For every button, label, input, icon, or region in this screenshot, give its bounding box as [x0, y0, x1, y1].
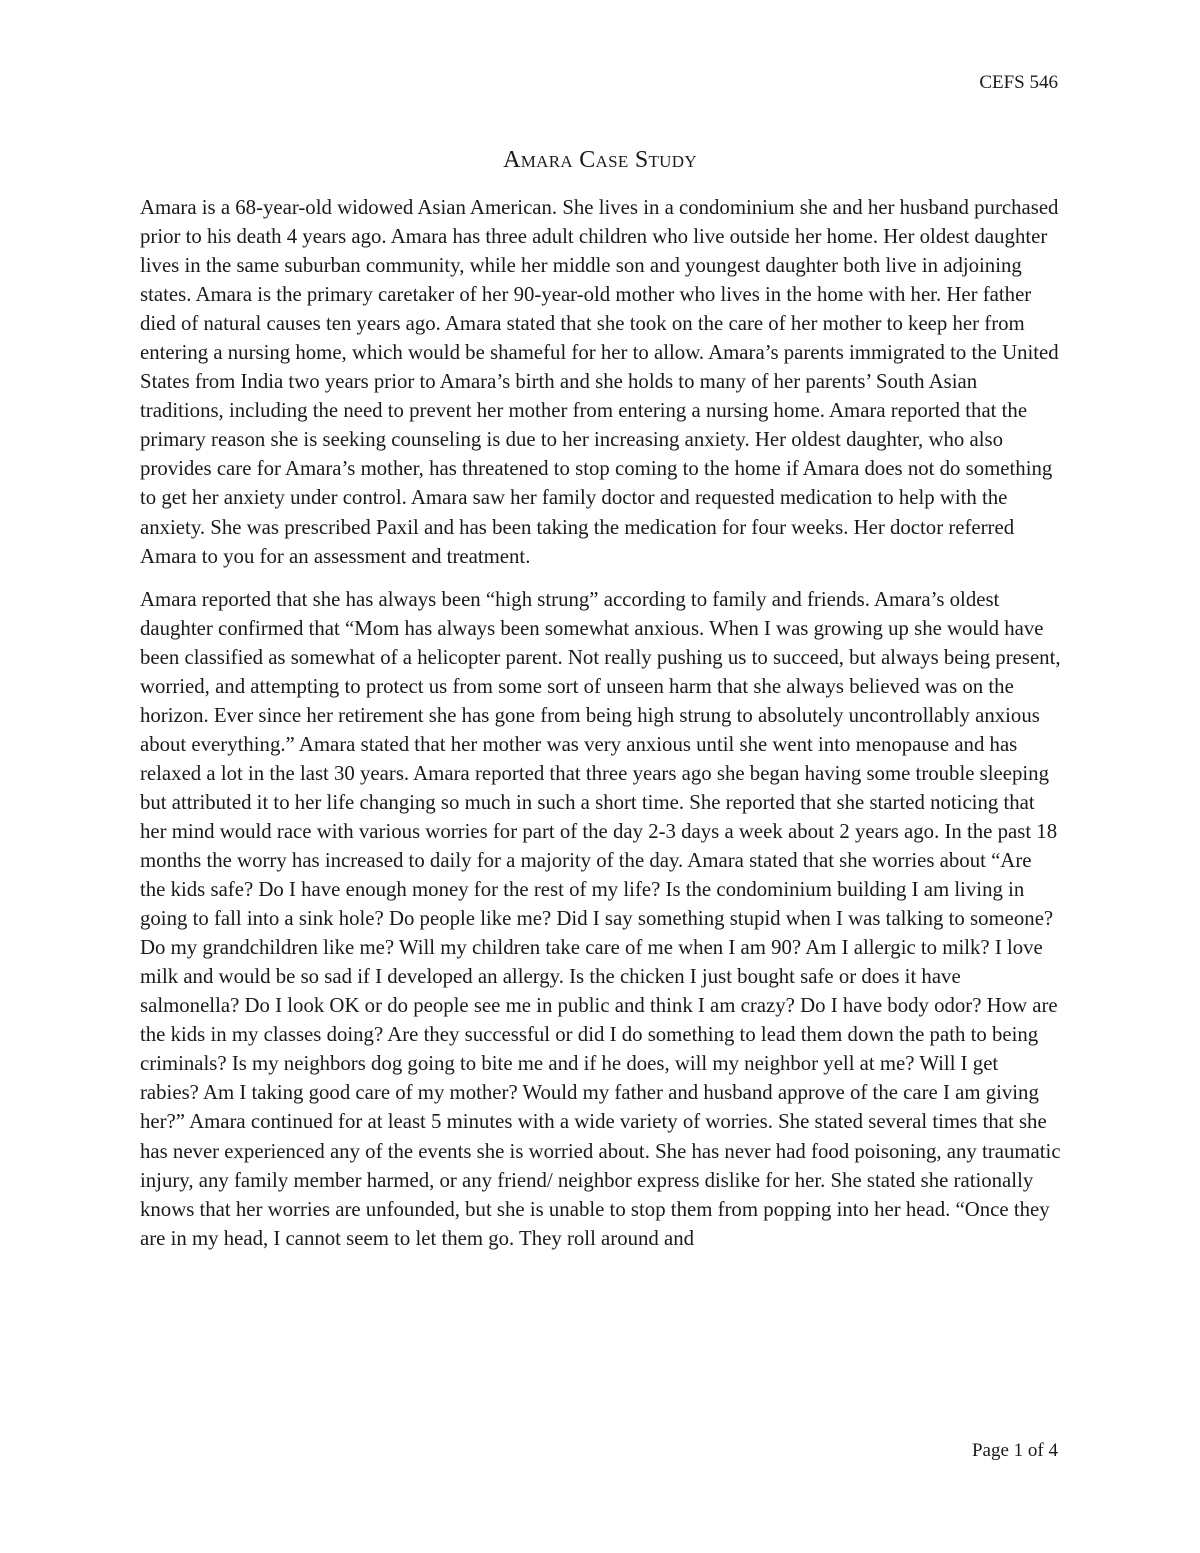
paragraph-1: Amara is a 68-year-old widowed Asian American. She lives in a condominium she and her husband purchased prior to his death 4 years ago. Amara has three adult children who live outside her home. Her oldest daughter lives in the same suburban community, while her middle son and youngest daughter both live in adjoining states. Amara is the primary caretaker of her 90-year-old mother who lives in the home with her. Her father died of natural causes ten years ago. Amara stated that she took on the care of her mother to keep her from entering a nursing home, which would be shameful for her to allow. Amara’s parents immigrated to the United States from India two years prior to Amara’s birth and she holds to many of her parents’ South Asian traditions, including the need to prevent her mother from entering a nursing home. Amara reported that the primary reason she is seeking counseling is due to her increasing anxiety. Her oldest daughter, who also provides care for Amara’s mother, has threatened to stop coming to the home if Amara does not do something to get her anxiety under control. Amara saw her family doctor and requested medication to help with the anxiety. She was prescribed Paxil and has been taking the medication for four weeks. Her doctor referred Amara to you for an assessment and treatment.: [140, 196, 1059, 568]
document-title: Amara Case Study: [503, 147, 697, 173]
document-body: [140, 193, 1062, 1253]
course-code-header: CEFS 546: [979, 72, 1058, 93]
page-number-footer: Page 1 of 4: [971, 1440, 1058, 1461]
paragraph-2: Amara reported that she has always been “high strung” according to family and friends. Amara’s oldest daughter confirmed that “Mom has always been somewhat anxious. When I was growing up she would have been classified as somewhat of a helicopter parent. Not really pushing us to succeed, but always being present, worried, and attempting to protect us from some sort of unseen harm that she always believed was on the horizon. Ever since her retirement she has gone from being high strung to absolutely uncontrollably anxious about everything.” Amara stated that her mother was very anxious until she went into menopause and has relaxed a lot in the last 30 years. Amara reported that three years ago she began having some trouble sleeping but attributed it to her life changing so much in such a short time. She reported that she started noticing that her mind would race with various worries for part of the day 2-3 days a week about 2 years ago. In the past 18 months the worry has increased to daily for a majority of the day. Amara stated that she worries about “Are the kids safe? Do I have enough money for the rest of my life? Is the condominium building I am living in going to fall into a sink hole? Do people like me? Did I say something stupid when I was talking to someone? Do my grandchildren like me? Will my children take care of me when I am 90? Am I allergic to milk? I love milk and would be so sad if I developed an allergy. Is the chicken I just bought safe or does it have salmonella? Do I look OK or do people see me in public and think I am crazy? Do I have body odor? How are the kids in my classes doing? Are they successful or did I do something to lead them down the path to being criminals? Is my neighbors dog going to bite me and if he does, will my neighbor yell at me? Will I get rabies? Am I taking good care of my mother? Would my father and husband approve of the care I am giving her?” Amara continued for at least 5 minutes with a wide variety of worries. She stated several times that she has never experienced any of the events she is worried about. She has never had food poisoning, any traumatic injury, any family member harmed, or any friend/ neighbor express dislike for her. She stated she rationally knows that her worries are unfounded, but she is unable to stop them from popping into her head. “Once they are in my head, I cannot seem to let them go. They roll around and: [140, 587, 1061, 1250]
